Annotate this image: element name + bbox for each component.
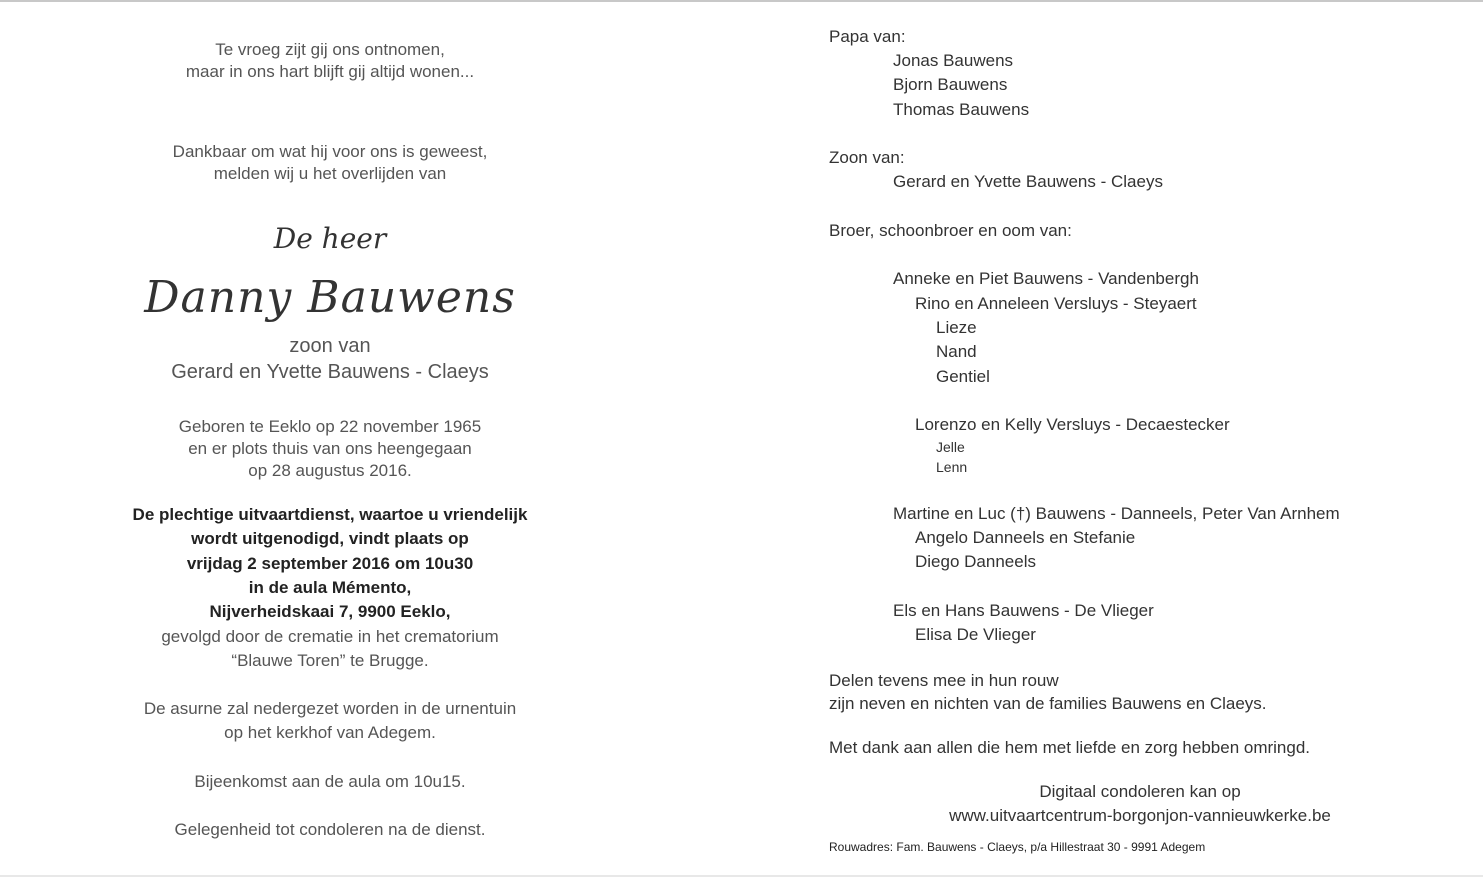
ceremony-line-1: De plechtige uitvaartdienst, waartoe u vriendelijk (132, 505, 528, 524)
dates-line-3: op 28 augustus 2016. (248, 461, 412, 480)
deceased-name: Danny Bauwens (144, 272, 516, 323)
family1-child: Lorenzo en Kelly Versluys - Decaestecker (915, 415, 1230, 434)
meeting-line: Bijeenkomst aan de aula om 10u15. (194, 772, 466, 791)
poem-line-1: Te vroeg zijt gij ons ontnomen, (215, 40, 445, 59)
family1-child: Rino en Anneleen Versluys - Steyaert (915, 294, 1197, 313)
grandchild-item: Lenn (936, 459, 968, 475)
papa-label: Papa van: (829, 27, 906, 46)
son-of-item: Gerard en Yvette Bauwens - Claeys (893, 172, 1163, 191)
family3-child: Elisa De Vlieger (915, 625, 1036, 644)
ceremony-line-6: gevolgd door de crematie in het crematorium (161, 627, 499, 646)
ceremony-line-7: “Blauwe Toren” te Brugge. (231, 651, 429, 670)
urn-line-1: De asurne zal nedergezet worden in de urnentuin (143, 699, 517, 718)
papa-of-item: Bjorn Bauwens (893, 75, 1008, 94)
thanks-line: Met dank aan allen die hem met liefde en zorg hebben omringd. (829, 738, 1311, 757)
grandchild-item: Nand (936, 342, 977, 361)
online-condolence-label: Digitaal condoleren kan op (1039, 782, 1241, 801)
ceremony-line-4: in de aula Mémento, (248, 578, 412, 597)
family2-child: Diego Danneels (915, 552, 1036, 571)
family2-child: Angelo Danneels en Stefanie (915, 528, 1136, 547)
ceremony-line-5: Nijverheidskaai 7, 9900 Eeklo, (209, 602, 451, 621)
grandchild-item: Jelle (936, 439, 965, 455)
papa-of-item: Thomas Bauwens (893, 100, 1030, 119)
grandchild-item: Gentiel (936, 367, 990, 386)
family1-parents: Anneke en Piet Bauwens - Vandenbergh (893, 269, 1199, 288)
parents-line: Gerard en Yvette Bauwens - Claeys (171, 361, 489, 383)
brother-label: Broer, schoonbroer en oom van: (829, 221, 1072, 240)
son-of-label: zoon van (289, 335, 371, 357)
ceremony-line-2: wordt uitgenodigd, vindt plaats op (191, 529, 469, 548)
share-line-2: zijn neven en nichten van de families Bauwens en Claeys. (829, 694, 1267, 713)
share-line-1: Delen tevens mee in hun rouw (829, 671, 1059, 690)
dates-line-1: Geboren te Eeklo op 22 november 1965 (178, 417, 482, 436)
family2-parents: Martine en Luc (†) Bauwens - Danneels, Peter Van Arnhem (893, 504, 1340, 523)
condolence-line: Gelegenheid tot condoleren na de dienst. (174, 820, 486, 839)
son-label: Zoon van: (829, 148, 905, 167)
urn-line-2: op het kerkhof van Adegem. (224, 723, 436, 742)
poem-line-2: maar in ons hart blijft gij altijd wonen... (185, 62, 475, 81)
mourning-address: Rouwadres: Fam. Bauwens - Claeys, p/a Hillestraat 30 - 9991 Adegem (829, 840, 1206, 854)
dates-line-2: en er plots thuis van ons heengegaan (188, 439, 472, 458)
online-condolence-url[interactable]: www.uitvaartcentrum-borgonjon-vannieuwkerke.be (949, 806, 1331, 825)
intro-line-2: melden wij u het overlijden van (213, 164, 447, 183)
ceremony-line-3: vrijdag 2 september 2016 om 10u30 (186, 554, 474, 573)
family3-parents: Els en Hans Bauwens - De Vlieger (893, 601, 1154, 620)
intro-line-1: Dankbaar om wat hij voor ons is geweest, (172, 142, 488, 161)
papa-of-item: Jonas Bauwens (893, 51, 1014, 70)
title-honorific: De heer (273, 222, 387, 255)
grandchild-item: Lieze (936, 318, 977, 337)
